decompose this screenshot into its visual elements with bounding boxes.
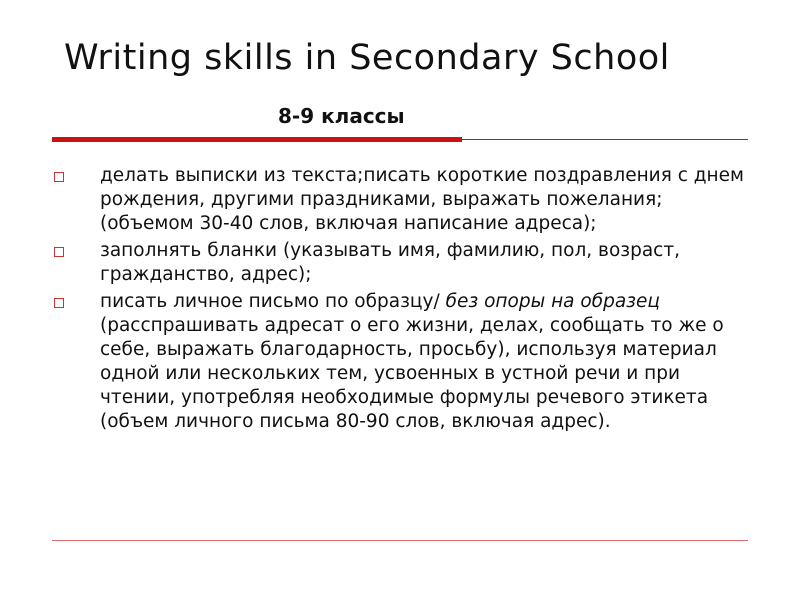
top-divider-thick (52, 137, 462, 142)
slide-title: Writing skills in Secondary School (64, 38, 670, 78)
hollow-square-icon (54, 247, 64, 257)
top-divider-thin (462, 139, 748, 140)
hollow-square-icon (54, 172, 64, 182)
slide-subtitle: 8-9 классы (278, 104, 405, 128)
top-divider (52, 137, 748, 142)
bottom-divider (52, 540, 748, 541)
bullet-text-3-part2: (расспрашивать адресат о его жизни, делах, сообщать то же о себе, выражать благодарность, просьбу), используя материал одной или нескольких тем, усвоенных в устной речи и при чтении, употребляя необходимые формулы речевого этикета (объем личного письма 80-90 слов, включая адрес). (100, 315, 724, 432)
bullet-text-2: заполнять бланки (указывать имя, фамилию, пол, возраст, гражданство, адрес); (100, 240, 681, 285)
bullet-item-1 (52, 164, 752, 236)
bullet-item-3 (52, 290, 752, 434)
bullet-text-3-part1: писать личное письмо по образцу/ (100, 291, 446, 312)
bullet-text-1: делать выписки из текста;писать короткие поздравления с днем рождения, другими праздниками, выражать пожелания; (объемом 30-40 слов, включая написание адреса); (100, 165, 744, 234)
hollow-square-icon (54, 298, 64, 308)
bullet-list (52, 164, 752, 437)
bullet-text-3-italic: без опоры на образец (445, 291, 660, 312)
bullet-item-2 (52, 239, 752, 287)
